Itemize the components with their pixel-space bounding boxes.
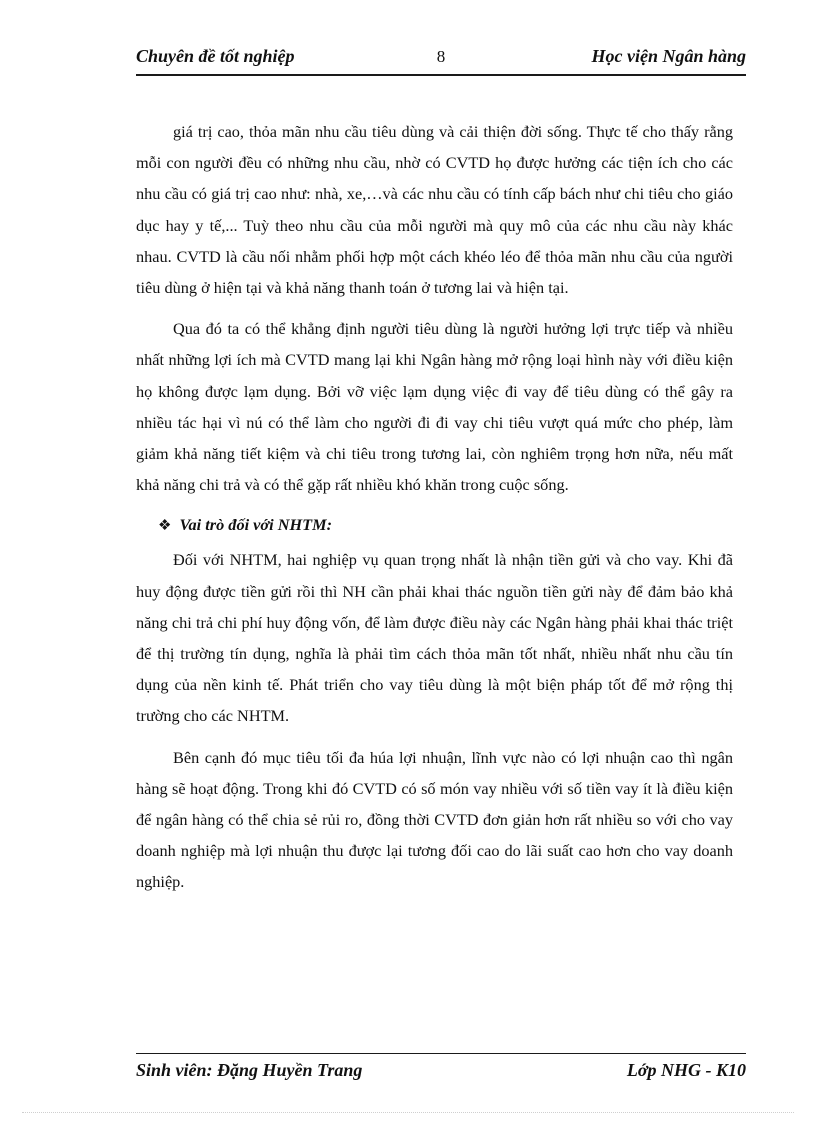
header-document-type: Chuyên đề tốt nghiệp bbox=[136, 46, 295, 66]
page-header bbox=[136, 44, 746, 76]
page-edge-divider bbox=[22, 1112, 794, 1113]
page-footer bbox=[136, 1053, 746, 1088]
footer-class: Lớp NHG - K10 bbox=[626, 1060, 746, 1080]
footer-student-name: Sinh viên: Đặng Huyền Trang bbox=[136, 1060, 363, 1080]
section-heading bbox=[136, 510, 733, 541]
paragraph-1: giá trị cao, thỏa mãn nhu cầu tiêu dùng và cải thiện đời sống. Thực tế cho thấy rằng mỗi con người đều có những nhu cầu, nhờ có CVTD họ được hưởng các tiện ích cho các nhu cầu có giá trị cao như: nhà, xe,…và các nhu cầu có tính cấp bách như chi tiêu cho giáo dục hay y tế,... Tuỳ theo nhu cầu của mỗi người mà quy mô của các nhu cầu này khác nhau. CVTD là cầu nối nhằm phối hợp một cách khéo léo để thỏa mãn nhu cầu của người tiêu dùng ở hiện tại và khả năng thanh toán ở tương lai và hiện tại. bbox=[136, 122, 733, 298]
section-heading-text: Vai trò đối với NHTM: bbox=[179, 515, 333, 535]
paragraph-2: Qua đó ta có thể khẳng định người tiêu dùng là người hưởng lợi trực tiếp và nhiều nhất những lợi ích mà CVTD mang lại khi Ngân hàng mở rộng loại hình này với điều kiện họ không được lạm dụng. Bởi vỡ việc lạm dụng việc đi vay để tiêu dùng có thể gây ra nhiều tác hại vì nú có thể làm cho người đi đi vay chi tiêu vượt quá mức cho phép, làm giảm khả năng tiết kiệm và chi tiêu trong tương lai, còn nghiêm trọng hơn nữa, nếu mất khả năng chi trả và có thể gặp rất nhiều khó khăn trong cuộc sống. bbox=[136, 319, 733, 495]
header-institution: Học viện Ngân hàng bbox=[591, 46, 746, 66]
paragraph-3: Đối với NHTM, hai nghiệp vụ quan trọng nhất là nhận tiền gửi và cho vay. Khi đã huy động được tiền gửi rồi thì NH cần phải khai thác nguồn tiền gửi này để đảm bảo khả năng chi trả chi phí huy động vốn, để làm được điều này các Ngân hàng phải khai thác triệt để thị trường tín dụng, nghĩa là phải tìm cách thỏa mãn tốt nhất, nhiều nhất nhu cầu tín dụng của nền kinh tế. Phát triển cho vay tiêu dùng là một biện pháp tốt để mở rộng thị trường cho các NHTM. bbox=[136, 550, 733, 726]
page-body bbox=[136, 116, 733, 908]
paragraph-4: Bên cạnh đó mục tiêu tối đa húa lợi nhuận, lĩnh vực nào có lợi nhuận cao thì ngân hàng sẽ hoạt động. Trong khi đó CVTD có số món vay nhiều với số tiền vay ít là điều kiện để ngân hàng có thể chia sẻ rủi ro, đồng thời CVTD đơn giản hơn rất nhiều so với cho vay doanh nghiệp mà lợi nhuận thu được lại tương đối cao do lãi suất cao hơn cho vay doanh nghiệp. bbox=[136, 747, 733, 892]
page-number: 8 bbox=[436, 47, 446, 66]
diamond-bullet-icon: ❖ bbox=[158, 518, 172, 535]
